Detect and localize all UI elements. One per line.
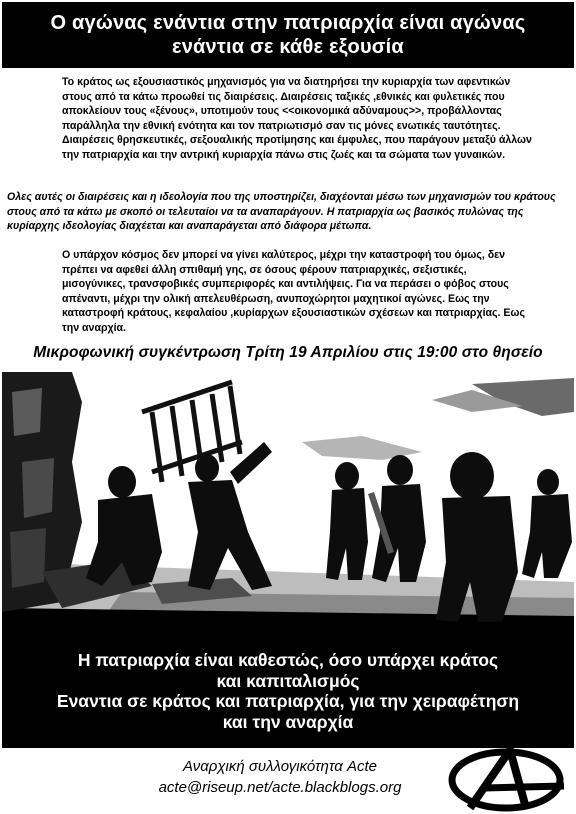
ideology-paragraph: Ολες αυτές οι διαιρέσεις και η ιδεολογία που της υποστηρίζει, διαχέονται μέσω των μηχανισμών του κράτους στους από τα κάτω με σκοπό οι τελευταίοι να τα αναπαράγουν. Η πατριαρχία ως βασικός πυλώνας της κυρίαρχης ιδεολογίας διαχέεται και αναπαράγεται από διάφορα μέτωπα. (7, 191, 556, 233)
slogan-line-1: Η πατριαρχία είναι καθεστώς, όσο υπάρχει κράτος (77, 650, 499, 670)
title-line-1: Ο αγώνας ενάντια στην πατριαρχία είναι αγώνας (50, 12, 526, 34)
slogan-line-4: και την αναρχία (222, 711, 354, 732)
circle-a-icon (440, 746, 570, 812)
slogan-line-3: Εναντια σε κράτος και πατριαρχία, για την χειραφέτηση (56, 691, 520, 711)
slogan-line-2: και καπιταλισμός (216, 670, 360, 691)
title-banner (2, 2, 574, 68)
call-to-action-paragraph: Ο υπάρχον κόσμος δεν μπορεί να γίνει καλύτερος, μέχρι την καταστροφή του όμως, δεν πρέπει να αφεθεί άλλη σπιθαμή γης, σε όσους φέρουν πατριαρχικές, σεξιστικές, μισογύνικες, τρανσφοβικές συμπεριφορές και αντιλήψεις. Για να περάσει ο φόβος στους απέναντι, μέχρι την ολική απελευθέρωση, ανυποχώρητοι μαχητικοί αγώνες. Εως την καταστροφή κράτους, κεφαλαίου ,κυρίαρχων εξουσιαστικών σχέσεων και πατριαρχίας. Εως την αναρχία. (62, 249, 525, 334)
signature-block (120, 756, 440, 798)
contact-link[interactable]: acte@riseup.net/acte.blackblogs.org (158, 779, 402, 796)
title-line-2: ενάντια σε κάθε εξουσία (172, 36, 404, 58)
collective-name: Αναρχική συλλογικότητα Acte (182, 758, 378, 775)
slogan-banner (2, 634, 574, 748)
event-announcement: Μικροφωνική συγκέντρωση Τρίτη 19 Απριλίου στις 19:00 στο θησείο (33, 344, 543, 361)
intro-paragraph: Το κράτος ως εξουσιαστικός μηχανισμός για να διατηρήσει την κυριαρχία των αφεντικών στους από τα κάτω προωθεί τις διαιρέσεις. Διαιρέσεις ταξικές ,εθνικές και φυλετικές που αποκλείουν τους «ξένους», υποτιμούν τους <<οικονομικά αδύναμους>>, προβάλλοντας παράλληλα την εθνική ενότητα και τον πατριωτισμό σαν τις μόνες ενωτικές ταυτότητες. Διαιρέσεις θρησκευτικές, σεξουαλικής προτίμησης και έμφυλες, που παράγουν μεταξύ άλλων την πατριαρχία και την αντρική κυριαρχία πάνω στις ζωές και τα σώματα των γυναικών. (62, 76, 532, 161)
protest-photo (2, 372, 574, 634)
